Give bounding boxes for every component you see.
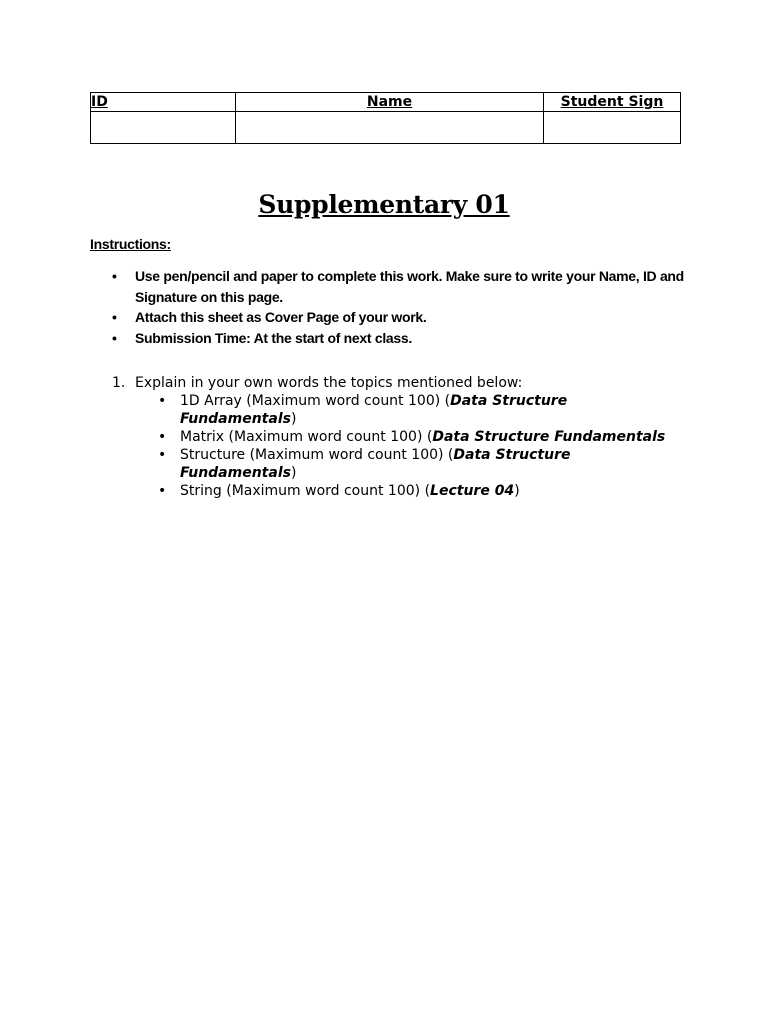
- bullet-icon: •: [112, 329, 117, 346]
- close-paren: ): [290, 411, 297, 427]
- bullet-icon: •: [158, 483, 167, 499]
- list-item: [90, 328, 690, 349]
- close-paren: ): [514, 483, 520, 499]
- question-number: 1.: [112, 375, 126, 391]
- instruction-text: Use pen/pencil and paper to complete this work. Make sure to write your Name, ID and Signature on this page.: [135, 268, 684, 305]
- bullet-icon: •: [112, 268, 117, 284]
- instructions-list: [90, 266, 690, 348]
- topic-reference: Lecture 04: [430, 483, 515, 499]
- bullet-icon: •: [158, 429, 167, 445]
- instruction-text: Attach this sheet as Cover Page of your work.: [135, 309, 427, 325]
- topic-reference: Data Structure Fundamentals: [180, 447, 571, 481]
- open-paren: (: [447, 447, 454, 463]
- bullet-icon: •: [112, 309, 117, 325]
- list-item: [158, 482, 680, 500]
- name-entry-cell[interactable]: [236, 112, 544, 144]
- list-item: [90, 307, 690, 328]
- topic-label: Structure (Maximum word count 100): [180, 447, 448, 463]
- question-text: Explain in your own words the topics mentioned below:: [135, 375, 523, 391]
- list-item: [158, 392, 680, 428]
- student-sign-column-header: Student Sign: [544, 93, 681, 112]
- topic-reference: Data Structure Fundamentals: [180, 393, 568, 427]
- instructions-heading: Instructions:: [90, 236, 171, 252]
- topic-label: 1D Array (Maximum word count 100): [180, 393, 445, 409]
- table-entry-row: [91, 112, 681, 144]
- list-item: [158, 428, 680, 446]
- open-paren: (: [426, 429, 433, 445]
- bullet-icon: •: [158, 447, 167, 463]
- question-1: [112, 374, 692, 500]
- bullet-icon: •: [158, 393, 167, 409]
- list-item: [158, 446, 680, 482]
- instruction-text: Submission Time: At the start of next class.: [135, 329, 412, 346]
- id-column-header: ID: [91, 93, 236, 112]
- topics-list: [158, 392, 680, 500]
- student-info-table: [90, 92, 681, 144]
- name-column-header: Name: [236, 93, 544, 112]
- close-paren: ): [290, 465, 297, 481]
- list-item: [90, 266, 690, 307]
- open-paren: (: [444, 393, 451, 409]
- topic-label: Matrix (Maximum word count 100): [180, 429, 427, 445]
- table-header-row: [91, 93, 681, 112]
- open-paren: (: [424, 483, 431, 499]
- topic-reference: Data Structure Fundamentals: [432, 429, 666, 445]
- id-entry-cell[interactable]: [91, 112, 236, 144]
- page-title: Supplementary 01: [258, 190, 510, 219]
- student-sign-entry-cell[interactable]: [544, 112, 681, 144]
- topic-label: String (Maximum word count 100): [180, 483, 425, 499]
